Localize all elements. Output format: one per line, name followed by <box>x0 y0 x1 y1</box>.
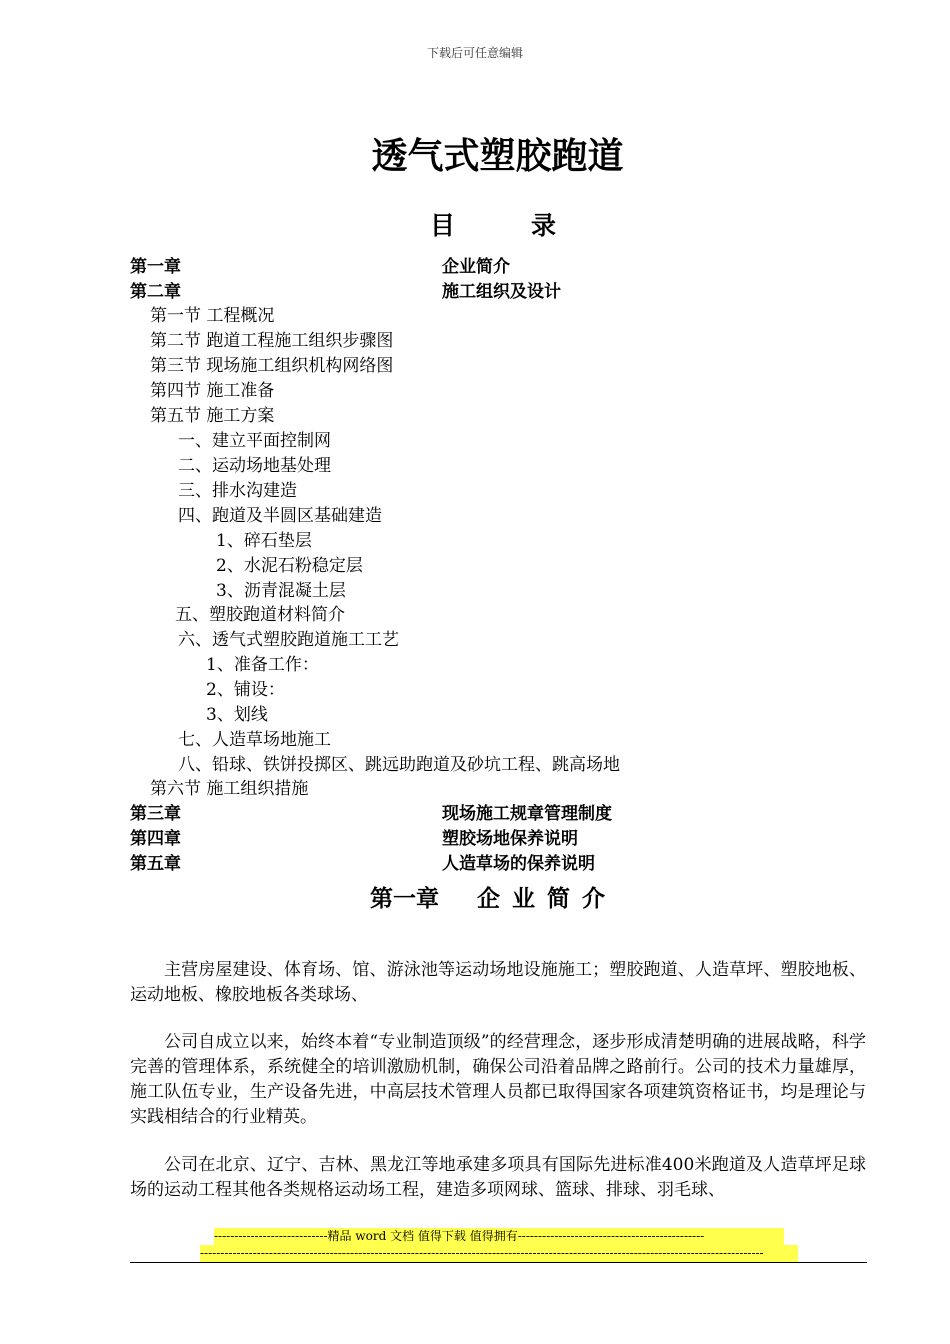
section-chapter: 第一章 <box>370 886 439 912</box>
toc-item[interactable]: 八、铅球、铁饼投掷区、跳远助跑道及砂坑工程、跳高场地 <box>178 755 620 775</box>
toc-item[interactable]: 一、建立平面控制网 <box>178 431 331 451</box>
body-paragraph: 公司自成立以来，始终本着“专业制造顶级”的经营理念，逐步形成清楚明确的进展战略，科学完善的管理体系，系统健全的培训激励机制，确保公司沿着品牌之路前行。公司的技术力量雄厚，施工队伍专业，生产设备先进，中高层技术管理人员都已取得国家各项建筑资格证书，均是理论与实践相结合的行业精英。 <box>130 1032 866 1127</box>
toc-chapter-2-num[interactable]: 第二章 <box>130 282 181 302</box>
toc-item[interactable]: 二、运动场地基处理 <box>178 456 331 476</box>
document-title: 透气式塑胶跑道 <box>371 136 624 177</box>
body-paragraph: 主营房屋建设、体育场、馆、游泳池等运动场地设施施工；塑胶跑道、人造草坪、塑胶地板、运动地板、橡胶地板各类球场、 <box>130 960 866 1005</box>
toc-item[interactable]: 1、碎石垫层 <box>216 531 312 551</box>
footer-rule <box>130 1262 867 1263</box>
toc-item[interactable]: 3、划线 <box>206 705 268 725</box>
toc-item[interactable]: 第二节 跑道工程施工组织步骤图 <box>150 331 394 351</box>
toc-item[interactable]: 七、人造草场地施工 <box>178 730 331 750</box>
toc-item[interactable]: 第六节 施工组织措施 <box>150 779 309 799</box>
page-header: 下载后可任意编辑 <box>426 46 523 60</box>
section-heading <box>370 880 617 913</box>
toc-item[interactable]: 第五节 施工方案 <box>150 406 275 426</box>
toc-chapter-1-name[interactable]: 企业简介 <box>442 257 510 277</box>
toc-item[interactable]: 第四节 施工准备 <box>150 381 275 401</box>
body-paragraph: 公司在北京、辽宁、吉林、黑龙江等地承建多项具有国际先进标准400米跑道及人造草坪足球场的运动工程其他各类规格运动场工程，建造多项网球、篮球、排球、羽毛球、 <box>130 1155 866 1200</box>
toc-chapter-4-name[interactable]: 塑胶场地保养说明 <box>442 829 578 849</box>
toc-item[interactable]: 3、沥青混凝土层 <box>216 581 346 601</box>
toc-item[interactable]: 五、塑胶跑道材料简介 <box>175 605 345 625</box>
toc-title-right: 录 <box>531 211 557 240</box>
toc-chapter-3-num[interactable]: 第三章 <box>130 804 181 824</box>
toc-title-left: 目 <box>430 211 456 240</box>
toc-item[interactable]: 2、铺设： <box>206 680 285 700</box>
toc-chapter-2-name[interactable]: 施工组织及设计 <box>442 282 561 302</box>
toc-item[interactable]: 第一节 工程概况 <box>150 306 275 326</box>
toc-item[interactable]: 六、透气式塑胶跑道施工工艺 <box>178 630 399 650</box>
toc-title <box>430 206 556 242</box>
toc-chapter-5-name[interactable]: 人造草场的保养说明 <box>442 854 595 874</box>
toc-chapter-4-num[interactable]: 第四章 <box>130 829 181 849</box>
toc-item[interactable]: 第三节 现场施工组织机构网络图 <box>150 356 394 376</box>
toc-item[interactable]: 三、排水沟建造 <box>178 481 297 501</box>
section-name: 企业简介 <box>477 886 617 912</box>
footer-line-2: ------------------------------------------------------------------------------------------------------------------------------------------- <box>200 1245 798 1262</box>
toc-item[interactable]: 1、准备工作： <box>206 655 319 675</box>
toc-chapter-1-num[interactable]: 第一章 <box>130 257 181 277</box>
toc-chapter-3-name[interactable]: 现场施工规章管理制度 <box>442 804 612 824</box>
page-footer <box>200 1228 798 1262</box>
footer-line-1: ----------------------------精品 word 文档 值得下载 值得拥有---------------------------------------------- <box>214 1228 784 1245</box>
toc-item[interactable]: 2、水泥石粉稳定层 <box>216 556 363 576</box>
toc-item[interactable]: 四、跑道及半圆区基础建造 <box>178 506 382 526</box>
toc-chapter-5-num[interactable]: 第五章 <box>130 854 181 874</box>
